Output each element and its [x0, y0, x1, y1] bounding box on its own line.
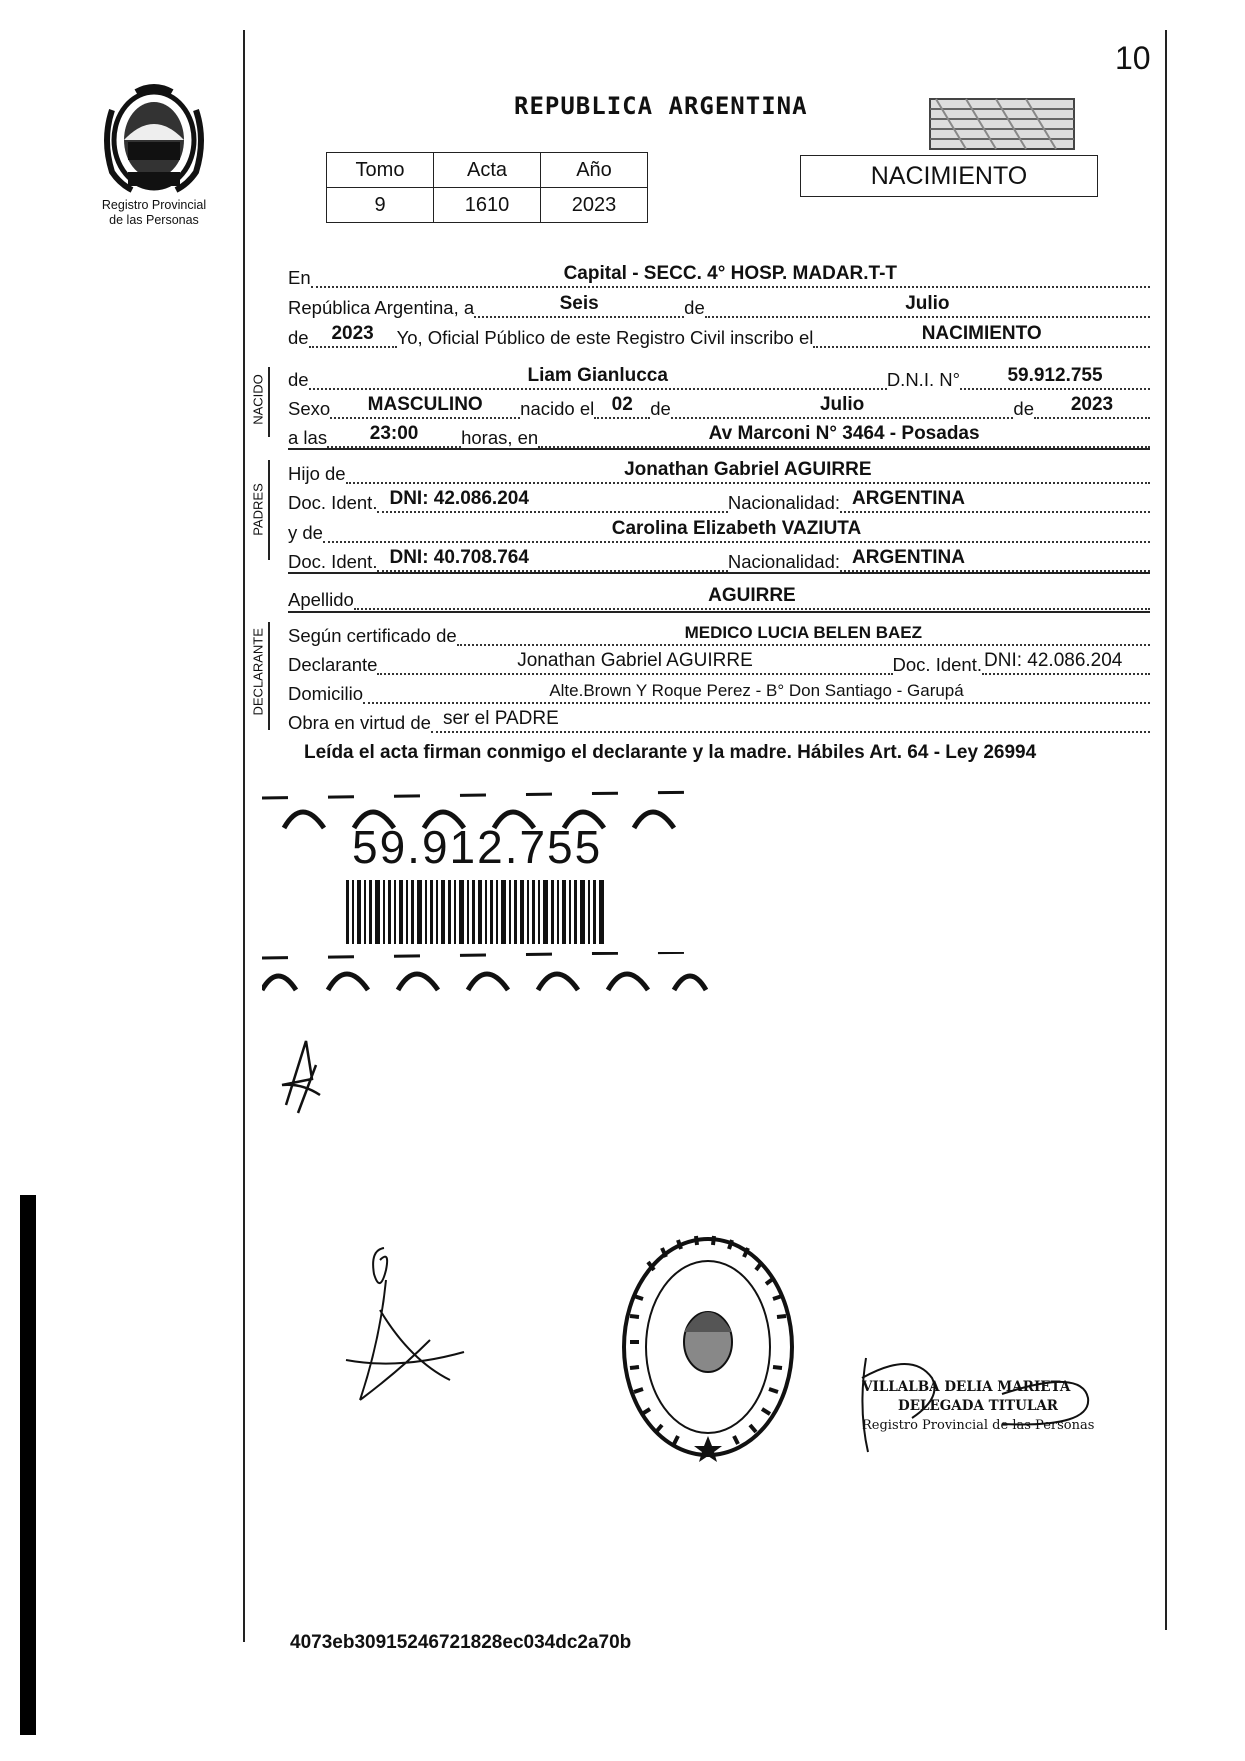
father-name: Jonathan Gabriel AGUIRRE: [624, 459, 872, 480]
padres-section-label: PADRES: [250, 483, 266, 536]
provincial-seal-icon: [98, 80, 210, 198]
closing-statement: Leída el acta firman conmigo el declarante y la madre. Hábiles Art. 64 - Ley 26994: [304, 742, 1037, 763]
year-value: 2023: [331, 323, 374, 344]
line-nacido-hora: a las 23:00 horas, en Av Marconi N° 3464 - Posadas: [288, 422, 1150, 452]
declarante-section-bar: [268, 622, 270, 730]
page-number: 10: [1115, 40, 1151, 76]
declarante-doc: DNI: 42.086.204: [984, 650, 1123, 671]
day-value: Seis: [559, 293, 599, 314]
certificado-value: MEDICO LUCIA BELEN BAEZ: [684, 623, 923, 642]
registry-table: [326, 152, 648, 223]
inscribo-value: NACIMIENTO: [921, 323, 1042, 344]
sexo-value: MASCULINO: [367, 394, 483, 415]
padres-section-bar: [268, 460, 270, 560]
line-madre: y de Carolina Elizabeth VAZIUTA: [288, 517, 1150, 547]
security-stamp-icon: [926, 95, 1078, 153]
anio-value: 2023: [541, 188, 648, 223]
line-certificado: Según certificado de MEDICO LUCIA BELEN BAEZ: [288, 620, 1150, 650]
line-declarante: Declarante Jonathan Gabriel AGUIRRE Doc. Ident. DNI: 42.086.204: [288, 649, 1150, 679]
divider-apellido: [288, 611, 1150, 613]
official-name: VILLALBA DELIA MARIETA: [862, 1379, 1071, 1395]
line-nacido-sexo: Sexo MASCULINO nacido el 02 de Julio de 2023: [288, 393, 1150, 423]
child-dni: 59.912.755: [1007, 365, 1103, 386]
declarante-section-label: DECLARANTE: [250, 628, 266, 716]
scan-margin-bar: [20, 1195, 36, 1735]
barcode-icon: [346, 880, 604, 944]
line-padre: Hijo de Jonathan Gabriel AGUIRRE: [288, 458, 1150, 488]
line-obra: Obra en virtud de ser el PADRE: [288, 707, 1150, 737]
mother-name: Carolina Elizabeth VAZIUTA: [611, 518, 862, 539]
dni-printed-label: 59.912.755: [352, 821, 603, 873]
birth-month: Julio: [819, 394, 865, 415]
right-margin-line: [1165, 30, 1167, 1630]
line-padre-doc: Doc. Ident. DNI: 42.086.204 Nacionalidad: ARGENTINA: [288, 487, 1150, 517]
security-pattern-bottom: [262, 952, 708, 992]
acta-header: Acta: [434, 153, 541, 188]
line-inscribo: de 2023 Yo, Oficial Público de este Registro Civil inscribo el NACIMIENTO: [288, 322, 1150, 352]
child-name: Liam Gianlucca: [527, 365, 668, 386]
acta-type-box: NACIMIENTO: [800, 155, 1098, 197]
apellido-value: AGUIRRE: [708, 585, 796, 606]
initials-mark-icon: [276, 1035, 328, 1115]
document-hash: 4073eb30915246721828ec034dc2a70b: [290, 1632, 632, 1653]
tomo-header: Tomo: [327, 153, 434, 188]
mother-doc: DNI: 40.708.764: [389, 547, 529, 568]
line-apellido: Apellido AGUIRRE: [288, 584, 1150, 614]
domicilio-value: Alte.Brown Y Roque Perez - B° Don Santiago - Garupá: [549, 681, 964, 700]
line-domicilio: Domicilio Alte.Brown Y Roque Perez - B° Don Santiago - Garupá: [288, 678, 1150, 708]
declarant-signature-icon: [340, 1240, 470, 1420]
official-office: Registro Provincial de las Personas: [862, 1418, 1095, 1433]
line-en: En Capital - SECC. 4° HOSP. MADAR.T-T: [288, 262, 1150, 292]
divider-nacido: [288, 448, 1150, 450]
document-title: REPUBLICA ARGENTINA: [514, 92, 808, 120]
left-margin-line: [243, 30, 245, 1642]
line-madre-doc: Doc. Ident. DNI: 40.708.764 Nacionalidad: ARGENTINA: [288, 546, 1150, 576]
birth-place: Av Marconi N° 3464 - Posadas: [708, 423, 980, 444]
seal-caption: Registro Provincial de las Personas: [101, 198, 207, 227]
tomo-value: 9: [327, 188, 434, 223]
nacido-section-bar: [268, 367, 270, 437]
mother-nationality: ARGENTINA: [852, 547, 965, 568]
registry-round-stamp-icon: [618, 1232, 798, 1462]
line-nacido-nombre: de Liam Gianlucca D.N.I. N° 59.912.755: [288, 364, 1150, 394]
divider-padres: [288, 572, 1150, 574]
official-role: DELEGADA TITULAR: [898, 1398, 1059, 1414]
official-signature-block: [862, 1378, 1094, 1435]
birth-time: 23:00: [369, 423, 419, 444]
father-nationality: ARGENTINA: [852, 488, 965, 509]
anio-header: Año: [541, 153, 648, 188]
place-value: Capital - SECC. 4° HOSP. MADAR.T-T: [563, 263, 898, 284]
birth-year: 2023: [1070, 394, 1114, 415]
nacido-section-label: NACIDO: [250, 374, 266, 425]
month-value: Julio: [905, 293, 950, 314]
line-fecha: República Argentina, a Seis de Julio: [288, 292, 1150, 322]
father-doc: DNI: 42.086.204: [389, 488, 529, 509]
acta-value: 1610: [434, 188, 541, 223]
declarante-name: Jonathan Gabriel AGUIRRE: [517, 650, 753, 671]
obra-value: ser el PADRE: [442, 708, 559, 729]
birth-day: 02: [611, 394, 633, 415]
